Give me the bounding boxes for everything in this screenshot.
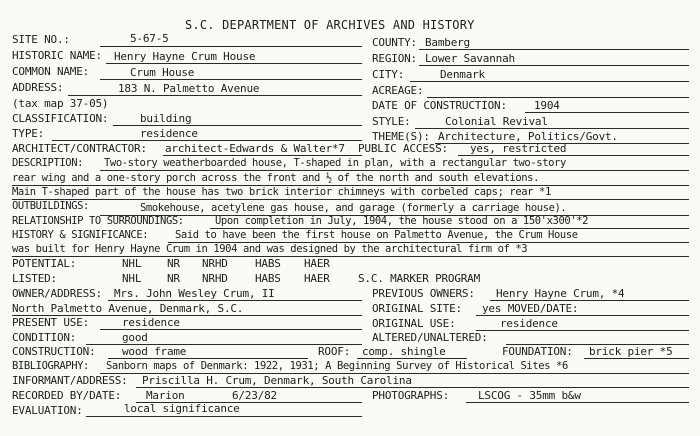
bibliography-label: BIBLIOGRAPHY: [12, 360, 89, 372]
themes-value: Architecture, Politics/Govt. [438, 130, 618, 143]
style-underline [415, 128, 689, 129]
foundation-underline [584, 358, 689, 359]
present-use-label: PRESENT USE: [12, 316, 90, 329]
date-label: DATE OF CONSTRUCTION: [372, 99, 507, 112]
classification-label: CLASSIFICATION: [12, 112, 109, 125]
informant-label: INFORMANT/ADDRESS: [12, 374, 128, 387]
region-value: Lower Savannah [425, 52, 515, 65]
previous-owners-value: Henry Hayne Crum, *4 [496, 287, 625, 300]
construction-label: CONSTRUCTION: [12, 345, 96, 358]
historic-name-underline [106, 63, 362, 64]
card-title: S.C. DEPARTMENT OF ARCHIVES AND HISTORY [185, 18, 475, 32]
listed-nr: NR [167, 272, 180, 285]
informant-underline [136, 387, 689, 388]
common-name-value: Crum House [130, 66, 195, 79]
city-label: CITY: [372, 68, 405, 81]
relationship-label: RELATIONSHIP TO SURROUNDINGS: [12, 215, 184, 227]
description-label: DESCRIPTION: [12, 157, 84, 169]
evaluation-label: EVALUATION: [12, 404, 83, 417]
listed-label: LISTED: [12, 272, 57, 285]
original-use-value: residence [500, 317, 558, 330]
architect-label: ARCHITECT/CONTRACTOR: [12, 142, 147, 155]
recorded-date-value: 6/23/82 [232, 389, 277, 402]
date-value: 1904 [534, 99, 560, 112]
roof-underline [357, 358, 467, 359]
site-no-label: SITE NO.: [12, 33, 70, 46]
listed-nrhd: NRHD [202, 272, 228, 285]
owner-value: Mrs. John Wesley Crum, II [114, 287, 275, 300]
public-access-underline [458, 155, 689, 156]
common-name-underline [100, 79, 362, 80]
roof-label: ROOF: [318, 345, 351, 358]
county-underline [419, 49, 689, 50]
history-line-1: Said to have been the first house on Palmetto Avenue, the Crum House [175, 229, 578, 241]
type-label: TYPE: [12, 127, 45, 140]
site-no-underline [100, 46, 362, 47]
date-underline [525, 112, 689, 113]
relationship-value: Upon completion in July, 1904, the house stood on a 150'x300'*2 [215, 215, 589, 227]
site-no-value: 5-67-5 [130, 32, 169, 45]
evaluation-value: local significance [124, 402, 240, 415]
potential-label: POTENTIAL: [12, 257, 77, 270]
historic-name-value: Henry Hayne Crum House [114, 50, 256, 63]
original-site-value: yes MOVED/DATE: [482, 302, 579, 315]
condition-label: CONDITION: [12, 331, 77, 344]
outbuildings-value: Smokehouse, acetylene gas house, and garage (formerly a carriage house). [140, 202, 567, 214]
recorded-label: RECORDED BY/DATE: [12, 389, 122, 402]
description-underline-1 [100, 170, 689, 171]
photographs-label: PHOTOGRAPHS: [372, 389, 450, 402]
owner-address-line: North Palmetto Avenue, Denmark, S.C. [12, 302, 244, 315]
original-site-underline [476, 315, 689, 316]
county-label: COUNTY: [372, 36, 417, 49]
previous-owners-label: PREVIOUS OWNERS: [372, 287, 475, 300]
evaluation-underline [86, 416, 362, 417]
region-label: REGION: [372, 52, 417, 65]
construction-underline [108, 358, 308, 359]
altered-label: ALTERED/UNALTERED: [372, 331, 488, 344]
architect-underline [163, 155, 362, 156]
present-use-underline [100, 329, 362, 330]
acreage-underline [427, 97, 689, 98]
recorded-by-value: Marion [146, 389, 185, 402]
description-line-2: rear wing and a one-story porch across the front and ½ of the north and south elevations. [12, 172, 540, 184]
original-use-label: ORIGINAL USE: [372, 317, 456, 330]
history-underline-2 [12, 256, 689, 257]
type-value: residence [140, 127, 198, 140]
history-label: HISTORY & SIGNIFICANCE: [12, 229, 149, 241]
foundation-value: brick pier *5 [589, 345, 673, 358]
classification-underline [113, 125, 362, 126]
description-line-1: Two-story weatherboarded house, T-shaped in plan, with a rectangular two-story [104, 157, 566, 169]
description-line-3: Main T-shaped part of the house has two brick interior chimneys with corbeled caps; rear *1 [12, 186, 551, 198]
city-value: Denmark [440, 68, 485, 81]
type-underline [52, 140, 362, 141]
roof-value: comp. shingle [362, 345, 446, 358]
present-use-value: residence [122, 316, 180, 329]
address-underline [68, 95, 362, 96]
historic-name-label: HISTORIC NAME: [12, 49, 102, 62]
photographs-underline [466, 402, 689, 403]
foundation-label: FOUNDATION: [502, 345, 573, 358]
public-access-value: yes, restricted [470, 142, 567, 155]
owner-label: OWNER/ADDRESS: [12, 287, 102, 300]
county-value: Bamberg [425, 36, 470, 49]
original-site-label: ORIGINAL SITE: [372, 302, 462, 315]
bibliography-value: Sanborn maps of Denmark: 1922, 1931; A Beginning Survey of Historical Sites *6 [106, 360, 568, 372]
original-use-underline [476, 330, 689, 331]
potential-nhl: NHL [122, 257, 142, 270]
public-access-label: PUBLIC ACCESS: [358, 142, 448, 155]
address-label: ADDRESS: [12, 81, 64, 94]
condition-value: good [122, 331, 148, 344]
potential-nr: NR [167, 257, 180, 270]
photographs-value: LSCOG - 35mm b&w [478, 389, 581, 402]
listed-haer: HAER [304, 272, 330, 285]
themes-label: THEME(S): [372, 130, 430, 143]
classification-value: building [140, 112, 192, 125]
listed-nhl: NHL [122, 272, 142, 285]
style-label: STYLE: [372, 115, 411, 128]
potential-haer: HAER [304, 257, 330, 270]
tax-map: (tax map 37-05) [12, 97, 109, 110]
region-underline [419, 65, 689, 66]
potential-nrhd: NRHD [202, 257, 228, 270]
potential-habs: HABS [255, 257, 281, 270]
marker-program: S.C. MARKER PROGRAM [358, 272, 481, 285]
previous-owners-underline [490, 300, 689, 301]
description-underline-3 [12, 199, 689, 200]
history-line-2: was built for Henry Hayne Crum in 1904 and was designed by the architectural firm of *3 [12, 243, 528, 255]
outbuildings-label: OUTBUILDINGS: [12, 200, 89, 212]
informant-value: Priscilla H. Crum, Denmark, South Carolina [142, 374, 412, 387]
architect-value: architect-Edwards & Walter*7 [165, 142, 345, 155]
construction-value: wood frame [122, 345, 187, 358]
owner-underline [108, 300, 362, 301]
listed-habs: HABS [255, 272, 281, 285]
city-underline [410, 81, 689, 82]
style-value: Colonial Revival [445, 115, 548, 128]
acreage-label: ACREAGE: [372, 84, 424, 97]
address-value: 183 N. Palmetto Avenue [118, 82, 260, 95]
common-name-label: COMMON NAME: [12, 65, 90, 78]
